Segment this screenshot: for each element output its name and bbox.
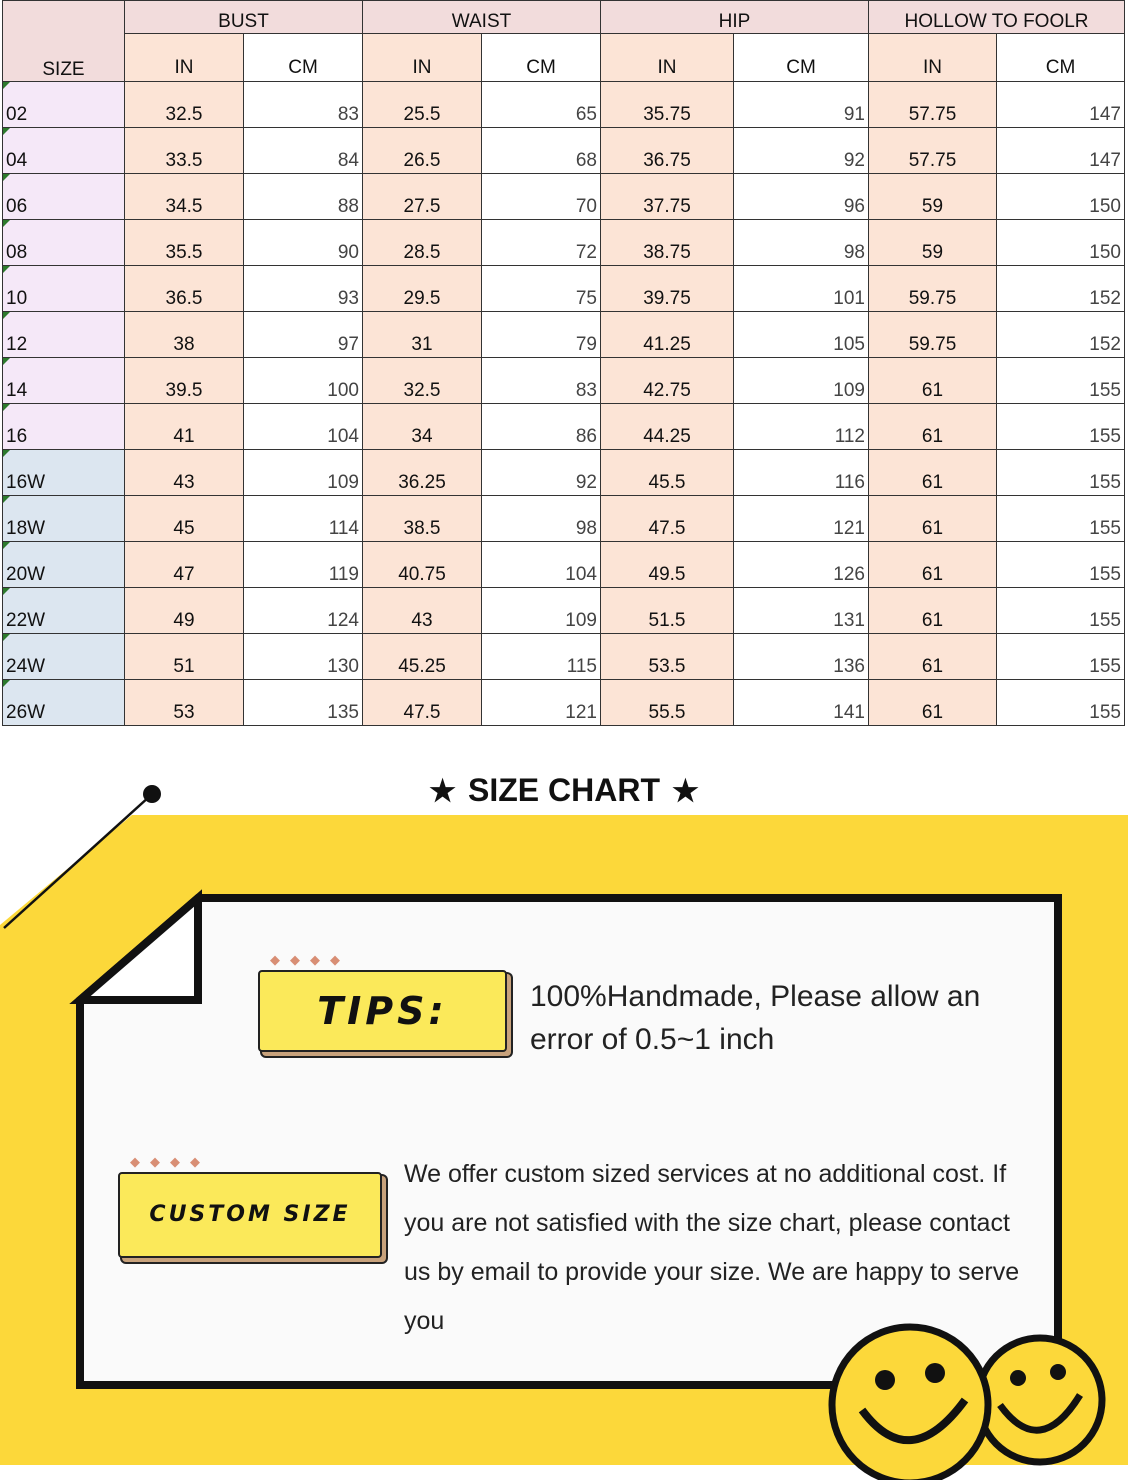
- size-cell: 04: [3, 128, 125, 174]
- size-cell: 02: [3, 82, 125, 128]
- cm-cell: 93: [244, 266, 363, 312]
- unit-header-cm: CM: [482, 34, 601, 82]
- inch-cell: 44.25: [601, 404, 734, 450]
- inch-cell: 59: [869, 220, 997, 266]
- cm-cell: 105: [734, 312, 869, 358]
- cm-cell: 96: [734, 174, 869, 220]
- dots-decoration: ◆◆◆◆: [270, 953, 350, 968]
- inch-cell: 47.5: [363, 680, 482, 726]
- group-header-hollow-to-floor: HOLLOW TO FOOLR: [869, 1, 1125, 34]
- cm-cell: 83: [482, 358, 601, 404]
- cm-cell: 155: [997, 496, 1125, 542]
- cm-cell: 104: [244, 404, 363, 450]
- cm-cell: 115: [482, 634, 601, 680]
- inch-cell: 53.5: [601, 634, 734, 680]
- cm-cell: 97: [244, 312, 363, 358]
- cm-cell: 155: [997, 404, 1125, 450]
- inch-cell: 39.5: [125, 358, 244, 404]
- cm-cell: 109: [244, 450, 363, 496]
- cm-cell: 152: [997, 312, 1125, 358]
- inch-cell: 51.5: [601, 588, 734, 634]
- size-cell: 26W: [3, 680, 125, 726]
- cm-cell: 152: [997, 266, 1125, 312]
- inch-cell: 32.5: [125, 82, 244, 128]
- cm-cell: 141: [734, 680, 869, 726]
- star-icon: ★: [429, 775, 456, 808]
- size-header: SIZE: [3, 1, 125, 82]
- cm-cell: 135: [244, 680, 363, 726]
- inch-cell: 25.5: [363, 82, 482, 128]
- unit-header-cm: CM: [244, 34, 363, 82]
- cm-cell: 92: [734, 128, 869, 174]
- inch-cell: 55.5: [601, 680, 734, 726]
- table-row: [3, 82, 1125, 128]
- table-row: [3, 358, 1125, 404]
- inch-cell: 33.5: [125, 128, 244, 174]
- cm-cell: 104: [482, 542, 601, 588]
- cm-cell: 79: [482, 312, 601, 358]
- size-cell: 18W: [3, 496, 125, 542]
- table-row: [3, 588, 1125, 634]
- unit-header-cm: CM: [734, 34, 869, 82]
- inch-cell: 36.75: [601, 128, 734, 174]
- table-row: [3, 542, 1125, 588]
- inch-cell: 59.75: [869, 266, 997, 312]
- inch-cell: 28.5: [363, 220, 482, 266]
- cm-cell: 150: [997, 174, 1125, 220]
- size-cell: 14: [3, 358, 125, 404]
- cm-cell: 126: [734, 542, 869, 588]
- table-row: [3, 496, 1125, 542]
- smiley-face-icon: [978, 1338, 1102, 1462]
- inch-cell: 32.5: [363, 358, 482, 404]
- cm-cell: 114: [244, 496, 363, 542]
- inch-cell: 43: [363, 588, 482, 634]
- size-table-body: [3, 82, 1125, 726]
- group-header-waist: WAIST: [363, 1, 601, 34]
- table-row: [3, 266, 1125, 312]
- cm-cell: 65: [482, 82, 601, 128]
- title-text: SIZE CHART: [468, 772, 660, 808]
- cm-cell: 83: [244, 82, 363, 128]
- inch-cell: 31: [363, 312, 482, 358]
- inch-cell: 61: [869, 450, 997, 496]
- inch-cell: 45: [125, 496, 244, 542]
- group-header-hip: HIP: [601, 1, 869, 34]
- cm-cell: 112: [734, 404, 869, 450]
- cm-cell: 124: [244, 588, 363, 634]
- inch-cell: 41.25: [601, 312, 734, 358]
- star-icon: ★: [672, 775, 699, 808]
- cm-cell: 131: [734, 588, 869, 634]
- cm-cell: 121: [734, 496, 869, 542]
- cm-cell: 109: [482, 588, 601, 634]
- inch-cell: 38.75: [601, 220, 734, 266]
- inch-cell: 35.5: [125, 220, 244, 266]
- inch-cell: 38: [125, 312, 244, 358]
- inch-cell: 42.75: [601, 358, 734, 404]
- cm-cell: 98: [734, 220, 869, 266]
- inch-cell: 34.5: [125, 174, 244, 220]
- table-row: [3, 220, 1125, 266]
- inch-cell: 35.75: [601, 82, 734, 128]
- cm-cell: 121: [482, 680, 601, 726]
- size-cell: 08: [3, 220, 125, 266]
- table-row: [3, 634, 1125, 680]
- table-row: [3, 174, 1125, 220]
- inch-cell: 36.5: [125, 266, 244, 312]
- table-row: [3, 312, 1125, 358]
- inch-cell: 27.5: [363, 174, 482, 220]
- inch-cell: 45.5: [601, 450, 734, 496]
- cm-cell: 92: [482, 450, 601, 496]
- table-row: [3, 680, 1125, 726]
- inch-cell: 45.25: [363, 634, 482, 680]
- size-cell: 06: [3, 174, 125, 220]
- size-cell: 20W: [3, 542, 125, 588]
- inch-cell: 43: [125, 450, 244, 496]
- inch-cell: 34: [363, 404, 482, 450]
- unit-header-in: IN: [125, 34, 244, 82]
- unit-header-in: IN: [363, 34, 482, 82]
- size-cell: 10: [3, 266, 125, 312]
- inch-cell: 53: [125, 680, 244, 726]
- inch-cell: 51: [125, 634, 244, 680]
- size-cell: 12: [3, 312, 125, 358]
- inch-cell: 41: [125, 404, 244, 450]
- cm-cell: 130: [244, 634, 363, 680]
- size-cell: 16: [3, 404, 125, 450]
- cm-cell: 72: [482, 220, 601, 266]
- cm-cell: 91: [734, 82, 869, 128]
- cm-cell: 100: [244, 358, 363, 404]
- table-row: [3, 450, 1125, 496]
- cm-cell: 109: [734, 358, 869, 404]
- inch-cell: 38.5: [363, 496, 482, 542]
- inch-cell: 61: [869, 358, 997, 404]
- unit-header-in: IN: [601, 34, 734, 82]
- cm-cell: 98: [482, 496, 601, 542]
- cm-cell: 90: [244, 220, 363, 266]
- inch-cell: 47.5: [601, 496, 734, 542]
- inch-cell: 39.75: [601, 266, 734, 312]
- size-cell: 22W: [3, 588, 125, 634]
- size-chart-title: [0, 770, 1128, 812]
- inch-cell: 49.5: [601, 542, 734, 588]
- inch-cell: 61: [869, 588, 997, 634]
- cm-cell: 155: [997, 680, 1125, 726]
- inch-cell: 59: [869, 174, 997, 220]
- custom-size-label-tag: [118, 1155, 382, 1258]
- inch-cell: 57.75: [869, 128, 997, 174]
- cm-cell: 136: [734, 634, 869, 680]
- yellow-frame-decoration: [0, 760, 1128, 1480]
- cm-cell: 150: [997, 220, 1125, 266]
- smiley-face-icon: [832, 1327, 988, 1480]
- cm-cell: 75: [482, 266, 601, 312]
- cm-cell: 70: [482, 174, 601, 220]
- inch-cell: 49: [125, 588, 244, 634]
- cm-cell: 155: [997, 588, 1125, 634]
- inch-cell: 59.75: [869, 312, 997, 358]
- table-row: [3, 404, 1125, 450]
- inch-cell: 26.5: [363, 128, 482, 174]
- cm-cell: 155: [997, 542, 1125, 588]
- cm-cell: 119: [244, 542, 363, 588]
- unit-header-cm: CM: [997, 34, 1125, 82]
- inch-cell: 37.75: [601, 174, 734, 220]
- unit-header-in: IN: [869, 34, 997, 82]
- tips-label-tag: [258, 953, 507, 1052]
- cm-cell: 116: [734, 450, 869, 496]
- cm-cell: 155: [997, 634, 1125, 680]
- inch-cell: 40.75: [363, 542, 482, 588]
- inch-cell: 36.25: [363, 450, 482, 496]
- size-cell: 16W: [3, 450, 125, 496]
- cm-cell: 147: [997, 128, 1125, 174]
- inch-cell: 61: [869, 542, 997, 588]
- custom-size-text: We offer custom sized services at no additional cost. If you are not satisfied with the size chart, please contact us by email to provide your size. We are happy to serve you: [404, 1160, 1020, 1335]
- inch-cell: 57.75: [869, 82, 997, 128]
- inch-cell: 61: [869, 496, 997, 542]
- size-cell: 24W: [3, 634, 125, 680]
- cm-cell: 68: [482, 128, 601, 174]
- cm-cell: 101: [734, 266, 869, 312]
- cm-cell: 147: [997, 82, 1125, 128]
- tips-text: 100%Handmade, Please allow an error of 0.5~1 inch: [530, 980, 981, 1056]
- custom-size-label: CUSTOM SIZE: [149, 1202, 351, 1227]
- inch-cell: 61: [869, 634, 997, 680]
- cm-cell: 88: [244, 174, 363, 220]
- inch-cell: 29.5: [363, 266, 482, 312]
- table-row: [3, 128, 1125, 174]
- size-table: [2, 0, 1125, 726]
- tips-label: TIPS:: [317, 989, 448, 1033]
- cm-cell: 155: [997, 358, 1125, 404]
- cm-cell: 155: [997, 450, 1125, 496]
- cm-cell: 84: [244, 128, 363, 174]
- inch-cell: 61: [869, 680, 997, 726]
- inch-cell: 47: [125, 542, 244, 588]
- dots-decoration: ◆◆◆◆: [130, 1155, 210, 1170]
- cm-cell: 86: [482, 404, 601, 450]
- group-header-bust: BUST: [125, 1, 363, 34]
- inch-cell: 61: [869, 404, 997, 450]
